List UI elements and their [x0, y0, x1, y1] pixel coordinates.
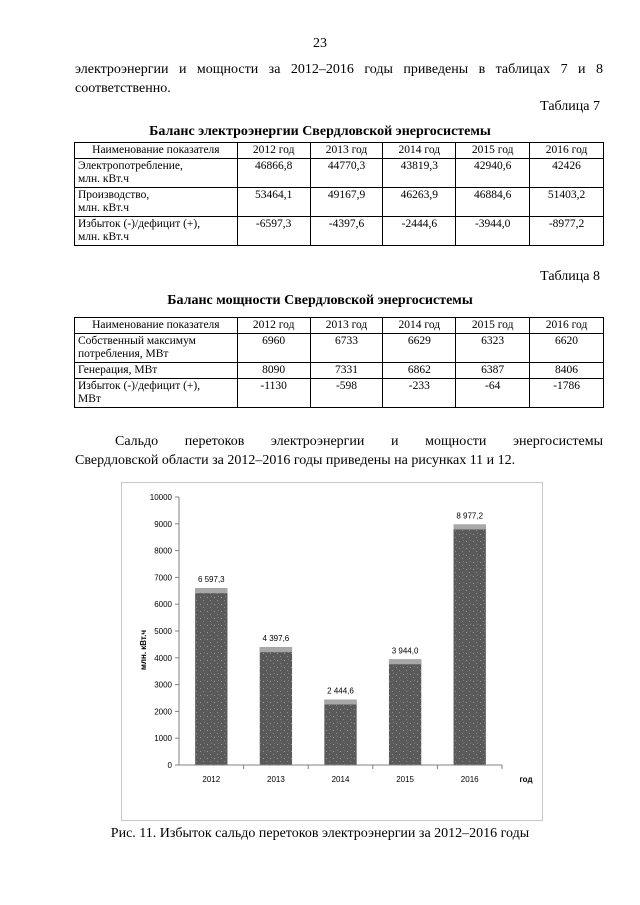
word: мощности [425, 434, 487, 449]
intro-paragraph [75, 60, 603, 98]
row-label [75, 363, 238, 379]
table8-header-row [75, 318, 604, 334]
row-label [75, 188, 238, 217]
row-label-line: потребления, МВт [78, 348, 169, 360]
table7-header-row [75, 143, 604, 159]
table-cell: -6597,3 [237, 217, 310, 246]
table-header-cell: Наименование показателя [75, 143, 238, 159]
y-tick-label: 4000 [154, 653, 172, 663]
table-row [75, 334, 604, 363]
row-label-line: Избыток (-)/дефицит (+), [78, 380, 201, 392]
table-row [75, 188, 604, 217]
table-row [75, 217, 604, 246]
table-cell: 6323 [456, 334, 530, 363]
word: энергосистемы [513, 434, 603, 449]
table-cell: 8090 [237, 363, 310, 379]
table8-caption: Таблица 8 [540, 269, 600, 284]
row-label-line: млн. кВт.ч [78, 231, 129, 243]
x-axis-label: год [519, 775, 533, 784]
table-cell: 51403,2 [530, 188, 604, 217]
table-row [75, 363, 604, 379]
row-label-line: Электропотребление, [78, 160, 183, 172]
table7 [74, 142, 604, 246]
data-label: 8 977,2 [456, 511, 484, 521]
figure-caption: Рис. 11. Избыток сальдо перетоков электроэнергии за 2012–2016 годы [110, 826, 530, 841]
table-cell: -4397,6 [310, 217, 383, 246]
data-label: 3 944,0 [391, 646, 419, 656]
table-cell: 44770,3 [310, 159, 383, 188]
bar-top [389, 659, 421, 664]
table-cell: -598 [310, 379, 383, 408]
row-label-line: Генерация, МВт [78, 364, 158, 376]
row-label [75, 334, 238, 363]
table-cell: 49167,9 [310, 188, 383, 217]
x-tick-label: 2016 [460, 775, 479, 784]
table-cell: 46866,8 [237, 159, 310, 188]
y-tick-label: 2000 [154, 707, 172, 717]
word: электроэнергии [270, 434, 365, 449]
table-cell: -1786 [530, 379, 604, 408]
balance-line-2: Свердловской области за 2012–2016 годы приведены на рисунках 11 и 12. [75, 453, 516, 468]
table-row [75, 379, 604, 408]
table-cell: 6387 [456, 363, 530, 379]
intro-line-2: соответственно. [75, 81, 171, 96]
table-header-cell: 2012 год [237, 318, 310, 334]
table-cell: -8977,2 [530, 217, 604, 246]
y-tick-label: 0 [167, 761, 172, 770]
table-cell: 7331 [310, 363, 383, 379]
word: и [391, 434, 399, 449]
bar-top [195, 588, 227, 593]
row-label [75, 217, 238, 246]
row-label [75, 379, 238, 408]
table-cell: 42940,6 [456, 159, 530, 188]
bar-top [324, 699, 356, 704]
bar-texture [195, 593, 227, 765]
table-cell: -233 [383, 379, 456, 408]
bar-chart [122, 483, 542, 820]
row-label-line: Собственный максимум [78, 335, 196, 347]
table-header-cell: 2013 год [310, 318, 383, 334]
table-cell: 6960 [237, 334, 310, 363]
table-cell: 42426 [530, 159, 604, 188]
data-label: 2 444,6 [327, 686, 354, 696]
table8 [74, 317, 604, 408]
chart-container [121, 482, 543, 821]
table-cell: -1130 [237, 379, 310, 408]
table-row [75, 159, 604, 188]
x-tick-label: 2014 [331, 775, 350, 784]
data-label: 4 397,6 [262, 634, 290, 644]
bar-texture [454, 529, 486, 765]
row-label-line: млн. кВт.ч [78, 202, 129, 214]
table-cell: 43819,3 [383, 159, 456, 188]
table-cell: -3944,0 [456, 217, 530, 246]
balance-line-1 [75, 432, 603, 451]
y-tick-label: 6000 [154, 600, 172, 610]
y-tick-label: 10000 [149, 493, 172, 502]
table7-title: Баланс электроэнергии Свердловской энергосистемы [149, 124, 491, 139]
word: перетоков [184, 434, 245, 449]
balance-paragraph [75, 432, 603, 470]
table-header-cell: 2016 год [530, 318, 604, 334]
page-number: 23 [313, 36, 327, 51]
x-tick-label: 2015 [396, 775, 414, 784]
y-tick-label: 9000 [154, 519, 172, 529]
table-cell: 8406 [530, 363, 604, 379]
row-label-line: млн. кВт.ч [78, 173, 129, 185]
table-header-cell: 2015 год [456, 318, 530, 334]
bar-texture [324, 704, 356, 765]
table-header-cell: 2014 год [383, 143, 456, 159]
table7-caption: Таблица 7 [540, 99, 600, 114]
table-header-cell: Наименование показателя [75, 318, 238, 334]
x-tick-label: 2012 [202, 775, 221, 784]
table-header-cell: 2016 год [530, 143, 604, 159]
table-cell: -64 [456, 379, 530, 408]
table-cell: 53464,1 [237, 188, 310, 217]
row-label-line: Производство, [78, 189, 150, 201]
x-tick-label: 2013 [267, 775, 285, 784]
bar-texture [260, 652, 292, 765]
bar-top [260, 647, 292, 652]
table-header-cell: 2014 год [383, 318, 456, 334]
y-tick-label: 7000 [154, 573, 172, 583]
row-label-line: МВт [78, 393, 101, 405]
y-tick-label: 8000 [154, 546, 172, 556]
row-label [75, 159, 238, 188]
row-label-line: Избыток (-)/дефицит (+), [78, 218, 201, 230]
y-tick-label: 3000 [154, 680, 172, 690]
table-cell: 6620 [530, 334, 604, 363]
table-cell: 6862 [383, 363, 456, 379]
data-label: 6 597,3 [197, 575, 225, 585]
table-cell: 6629 [383, 334, 456, 363]
bar-top [454, 524, 486, 529]
table-header-cell: 2012 год [237, 143, 310, 159]
word: Сальдо [115, 434, 159, 449]
table-header-cell: 2013 год [310, 143, 383, 159]
y-tick-label: 5000 [154, 627, 172, 636]
bar-texture [389, 664, 421, 765]
y-axis-label: млн. кВт.ч [139, 629, 148, 671]
table-cell: 6733 [310, 334, 383, 363]
table-header-cell: 2015 год [456, 143, 530, 159]
table8-title: Баланс мощности Свердловской энергосистемы [167, 293, 473, 308]
table-cell: 46263,9 [383, 188, 456, 217]
table-cell: 46884,6 [456, 188, 530, 217]
intro-line-1: электроэнергии и мощности за 2012–2016 годы приведены в таблицах 7 и 8 [75, 62, 603, 77]
table-cell: -2444,6 [383, 217, 456, 246]
y-tick-label: 1000 [154, 734, 172, 744]
